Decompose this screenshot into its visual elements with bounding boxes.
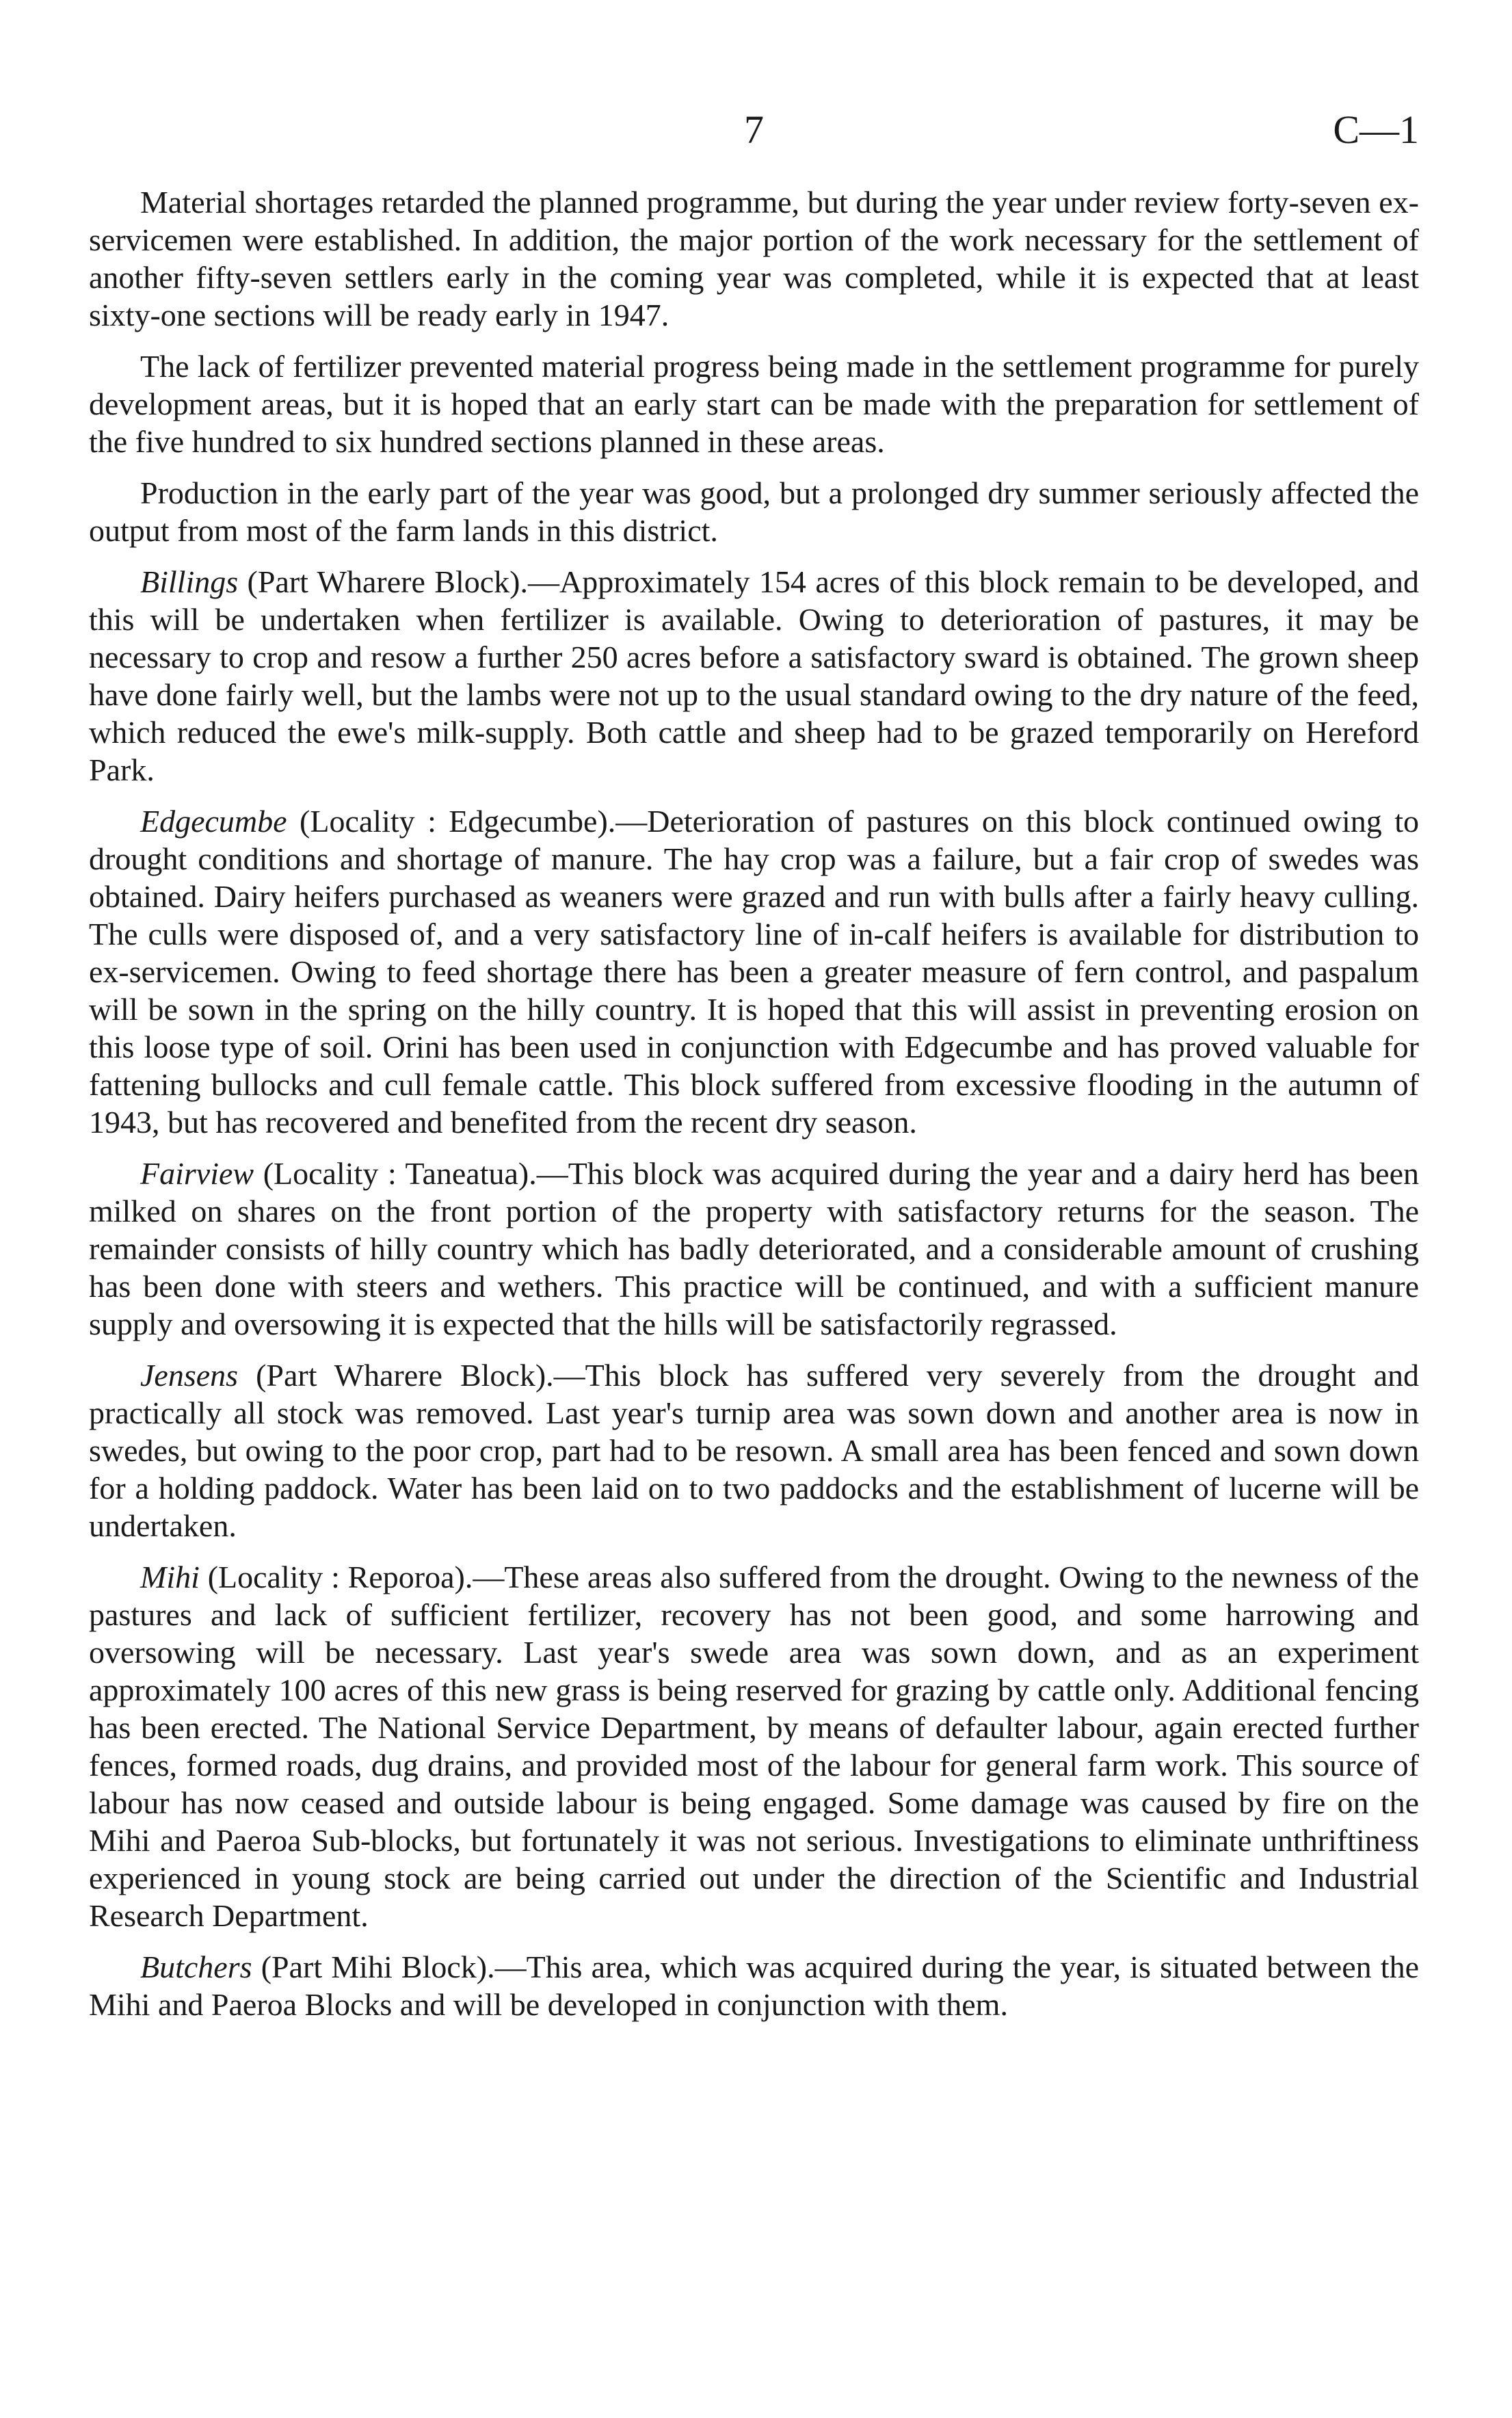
intro-paragraph-1: Material shortages retarded the planned programme, but during the year under review forty-seven ex-servicemen were established. In addition, the major portion of the work necessary for the settlement of another fifty-seven settlers early in the coming year was completed, while it is expected that at least sixty-one sections will be ready early in 1947.	[89, 185, 1419, 332]
intro-paragraph-2: The lack of fertilizer prevented material progress being made in the settlement programme for purely development areas, but it is hoped that an early start can be made with the preparation for settlement of the five hundred to six hundred sections planned in these areas.	[89, 349, 1419, 459]
block-name-mihi: Mihi	[140, 1560, 200, 1594]
block-text-fairview: (Locality : Taneatua).—This block was acquired during the year and a dairy herd has been milked on shares on the front portion of the property with satisfactory returns for the season. The remainder consists of hilly country which has badly deteriorated, and a considerable amount of crushing has been done with steers and wethers. This practice will be continued, and with a sufficient manure supply and oversowing it is expected that the hills will be satisfactorily regrassed.	[89, 1156, 1419, 1341]
page-number: 7	[744, 107, 764, 152]
block-paragraph-butchers	[89, 1948, 1419, 2023]
block-text-jensens: (Part Wharere Block).—This block has suffered very severely from the drought and practically all stock was removed. Last year's turnip area was sown down and another area is now in swedes, but owing to the poor crop, part had to be resown. A small area has been fenced and sown down for a holding paddock. Water has been laid on to two paddocks and the establishment of lucerne will be undertaken.	[89, 1358, 1419, 1543]
block-paragraph-edgecumbe	[89, 802, 1419, 1141]
block-name-edgecumbe: Edgecumbe	[140, 804, 287, 839]
block-paragraph-billings	[89, 563, 1419, 789]
block-text-edgecumbe: (Locality : Edgecumbe).—Deterioration of pastures on this block continued owing to drought conditions and shortage of manure. The hay crop was a failure, but a fair crop of swedes was obtained. Dairy heifers purchased as weaners were grazed and run with bulls after a fairly heavy culling. The culls were disposed of, and a very satisfactory line of in-calf heifers is available for distribution to ex-servicemen. Owing to feed shortage there has been a greater measure of fern control, and paspalum will be sown in the spring on the hilly country. It is hoped that this will assist in preventing erosion on this loose type of soil. Orini has been used in conjunction with Edgecumbe and has proved valuable for fattening bullocks and cull female cattle. This block suffered from excessive flooding in the autumn of 1943, but has recovered and benefited from the recent dry season.	[89, 804, 1419, 1140]
block-text-butchers: (Part Mihi Block).—This area, which was acquired during the year, is situated between the Mihi and Paeroa Blocks and will be developed in conjunction with them.	[89, 1949, 1419, 2022]
intro-paragraph-3: Production in the early part of the year was good, but a prolonged dry summer seriously affected the output from most of the farm lands in this district.	[89, 475, 1419, 548]
block-name-fairview: Fairview	[140, 1156, 254, 1191]
block-paragraph-jensens	[89, 1356, 1419, 1545]
block-text-billings: (Part Wharere Block).—Approximately 154 acres of this block remain to be developed, and this will be undertaken when fertilizer is available. Owing to deterioration of pastures, it may be necessary to crop and resow a further 250 acres before a satisfactory sward is obtained. The grown sheep have done fairly well, but the lambs were not up to the usual standard owing to the dry nature of the feed, which reduced the ewe's milk-supply. Both cattle and sheep had to be grazed temporarily on Hereford Park.	[89, 564, 1419, 787]
block-name-billings: Billings	[140, 564, 239, 599]
report-code: C—1	[1333, 107, 1419, 152]
block-text-mihi: (Locality : Reporoa).—These areas also suffered from the drought. Owing to the newness of the pastures and lack of sufficient fertilizer, recovery has not been good, and some harrowing and oversowing will be necessary. Last year's swede area was sown down, and as an experiment approximately 100 acres of this new grass is being reserved for grazing by cattle only. Additional fencing has been erected. The National Service Department, by means of defaulter labour, again erected further fences, formed roads, dug drains, and provided most of the labour for general farm work. This source of labour has now ceased and outside labour is being engaged. Some damage was caused by fire on the Mihi and Paeroa Sub-blocks, but fortunately it was not serious. Investigations to eliminate unthriftiness experienced in young stock are being carried out under the direction of the Scientific and Industrial Research Department.	[89, 1560, 1419, 1933]
body-text	[89, 183, 1419, 2037]
page-header	[89, 103, 1419, 157]
block-paragraph-fairview	[89, 1155, 1419, 1343]
block-name-jensens: Jensens	[140, 1358, 239, 1393]
block-paragraph-mihi	[89, 1558, 1419, 1934]
block-name-butchers: Butchers	[140, 1949, 252, 1984]
